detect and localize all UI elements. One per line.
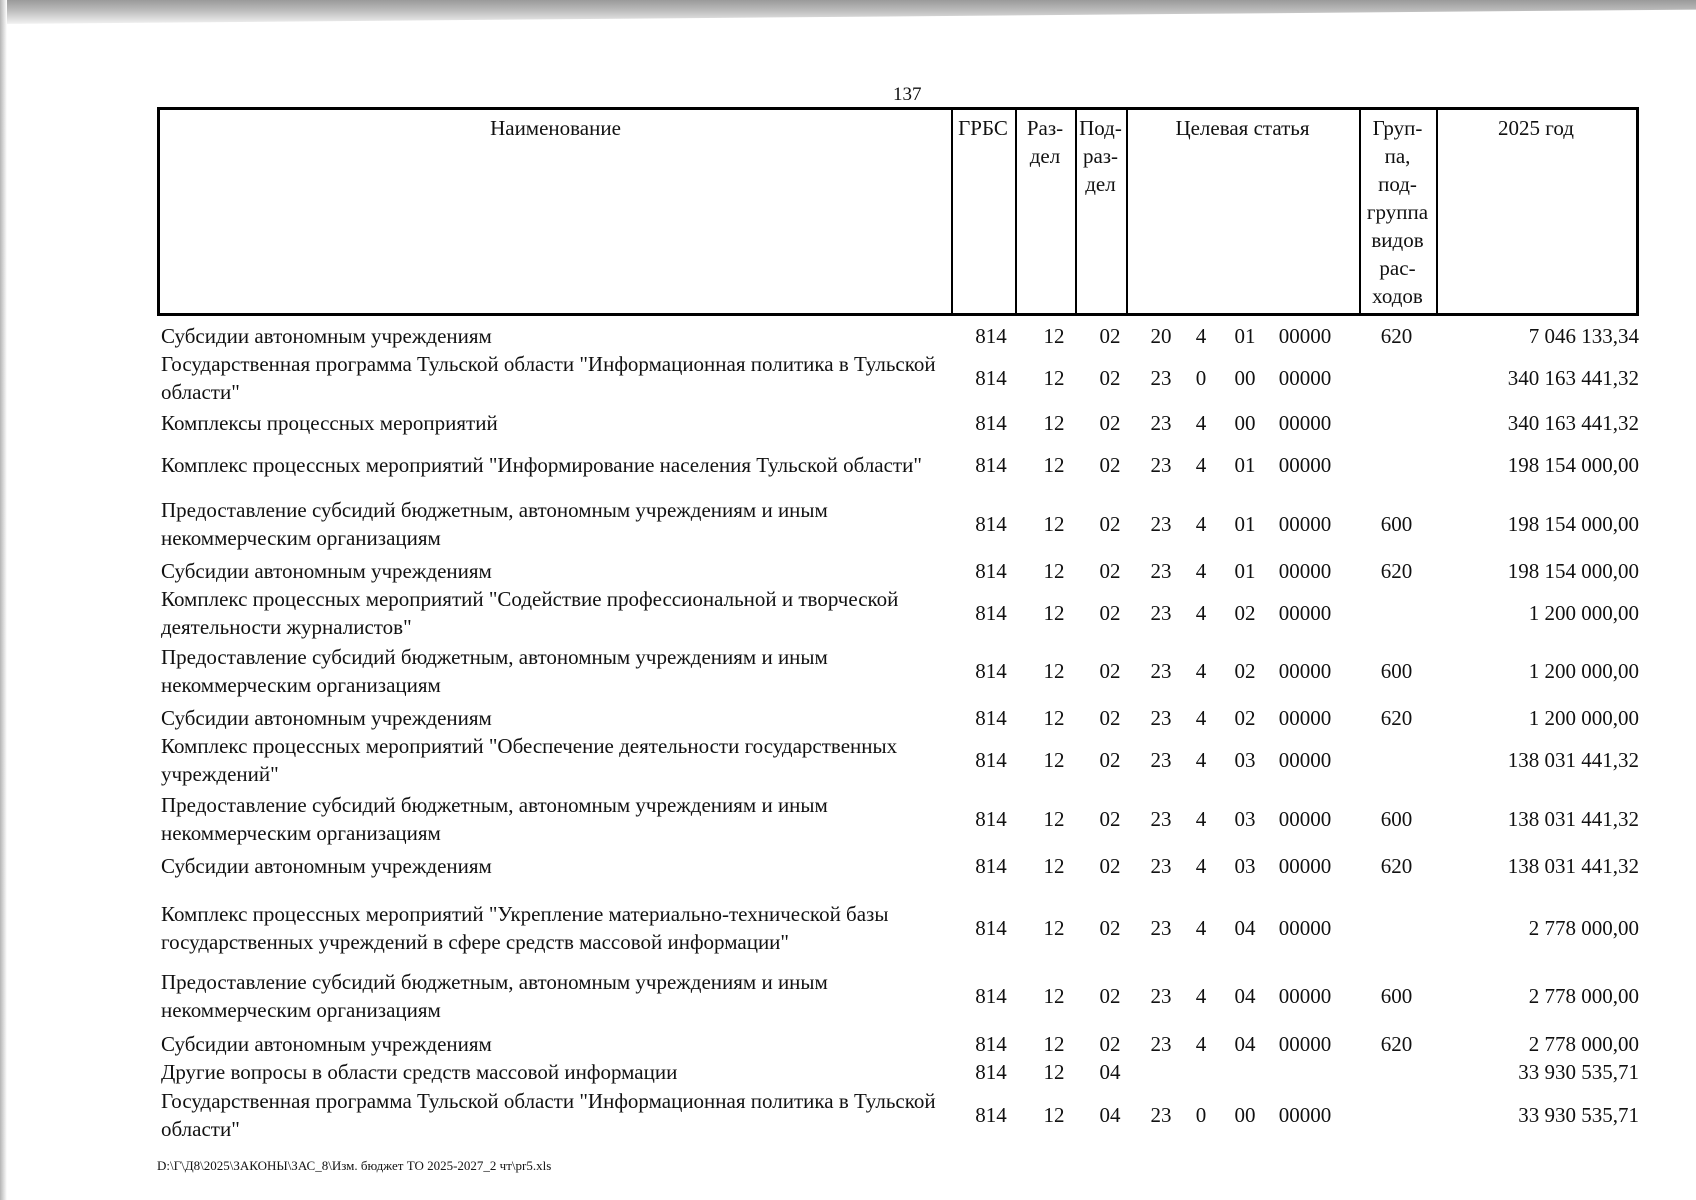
row-t2: 4 (1195, 411, 1207, 435)
row-t1: 20 (1150, 324, 1172, 348)
row-amount: 198 154 000,00 (1507, 453, 1639, 477)
row-t4: 00000 (1278, 706, 1332, 730)
row-rz: 12 (1043, 512, 1065, 536)
row-t2: 4 (1195, 324, 1207, 348)
row-grbs: 814 (975, 1032, 1007, 1056)
row-pr: 02 (1099, 601, 1121, 625)
row-t2: 4 (1195, 1032, 1207, 1056)
row-t3: 00 (1234, 366, 1256, 390)
row-t1: 23 (1150, 748, 1172, 772)
row-amount: 33 930 535,71 (1518, 1103, 1639, 1127)
header-name: Наименование (490, 116, 621, 140)
row-t1: 23 (1150, 916, 1172, 940)
row-vr: 620 (1380, 706, 1413, 730)
row-grbs: 814 (975, 366, 1007, 390)
row-amount: 1 200 000,00 (1528, 601, 1639, 625)
table-row (0, 437, 1696, 493)
row-grbs: 814 (975, 916, 1007, 940)
row-t4: 00000 (1278, 1032, 1332, 1056)
table-row (0, 496, 1696, 552)
row-pr: 02 (1099, 559, 1121, 583)
row-pr: 04 (1099, 1060, 1121, 1084)
row-vr: 600 (1380, 512, 1413, 536)
row-t4: 00000 (1278, 984, 1332, 1008)
row-t4: 00000 (1278, 1103, 1332, 1127)
row-vr: 600 (1380, 807, 1413, 831)
row-grbs: 814 (975, 706, 1007, 730)
row-pr: 02 (1099, 916, 1121, 940)
row-name: Предоставление субсидий бюджетным, автономным учреждениям и иным некоммерческим организациям (161, 970, 828, 1022)
row-grbs: 814 (975, 807, 1007, 831)
header-podrazdel: Под- раз- дел (1079, 116, 1122, 196)
row-t3: 01 (1234, 324, 1256, 348)
row-t3: 00 (1234, 411, 1256, 435)
row-t1: 23 (1150, 1032, 1172, 1056)
row-t1: 23 (1150, 984, 1172, 1008)
table-row (0, 1087, 1696, 1143)
row-amount: 2 778 000,00 (1528, 1032, 1639, 1056)
row-rz: 12 (1043, 453, 1065, 477)
table-row (0, 702, 1696, 734)
row-grbs: 814 (975, 659, 1007, 683)
row-pr: 02 (1099, 453, 1121, 477)
row-t4: 00000 (1278, 324, 1332, 348)
row-name: Субсидии автономным учреждениям (161, 1032, 492, 1056)
table-row (0, 555, 1696, 587)
row-rz: 12 (1043, 1060, 1065, 1084)
row-rz: 12 (1043, 748, 1065, 772)
row-rz: 12 (1043, 659, 1065, 683)
table-row (0, 791, 1696, 847)
row-grbs: 814 (975, 1103, 1007, 1127)
scan-shadow-top (0, 0, 1696, 24)
row-t3: 02 (1234, 659, 1256, 683)
row-vr: 600 (1380, 659, 1413, 683)
table-row (0, 350, 1696, 406)
row-grbs: 814 (975, 559, 1007, 583)
page-number: 137 (893, 84, 922, 105)
file-path: D:\Г\Д8\2025\ЗАКОНЫ\ЗАС_8\Изм. бюджет ТО 2025-2027_2 чт\pr5.xls (157, 1158, 552, 1173)
row-t2: 4 (1195, 807, 1207, 831)
table-header (157, 107, 1639, 316)
row-amount: 340 163 441,32 (1507, 411, 1639, 435)
row-pr: 04 (1099, 1103, 1121, 1127)
row-t3: 01 (1234, 559, 1256, 583)
row-t1: 23 (1150, 807, 1172, 831)
row-amount: 2 778 000,00 (1528, 984, 1639, 1008)
row-grbs: 814 (975, 984, 1007, 1008)
row-name: Предоставление субсидий бюджетным, автономным учреждениям и иным некоммерческим организациям (161, 645, 828, 697)
row-rz: 12 (1043, 1032, 1065, 1056)
row-name: Субсидии автономным учреждениям (161, 324, 492, 348)
header-target-article: Целевая статья (1175, 116, 1310, 140)
row-t1: 23 (1150, 601, 1172, 625)
row-pr: 02 (1099, 984, 1121, 1008)
row-grbs: 814 (975, 748, 1007, 772)
row-t1: 23 (1150, 706, 1172, 730)
row-rz: 12 (1043, 411, 1065, 435)
table-row (0, 1058, 1696, 1086)
row-t4: 00000 (1278, 807, 1332, 831)
row-name: Предоставление субсидий бюджетным, автономным учреждениям и иным некоммерческим организациям (161, 498, 828, 550)
row-t3: 00 (1234, 1103, 1256, 1127)
row-t1: 23 (1150, 659, 1172, 683)
row-name: Комплекс процессных мероприятий "Содействие профессиональной и творческой деятельности журналистов" (161, 587, 899, 639)
table-row (0, 892, 1696, 964)
table-row (0, 732, 1696, 788)
row-vr: 620 (1380, 854, 1413, 878)
row-grbs: 814 (975, 601, 1007, 625)
row-rz: 12 (1043, 601, 1065, 625)
row-t1: 23 (1150, 559, 1172, 583)
row-t3: 04 (1234, 1032, 1256, 1056)
row-t1: 23 (1150, 453, 1172, 477)
row-pr: 02 (1099, 411, 1121, 435)
row-t3: 03 (1234, 807, 1256, 831)
table-row (0, 968, 1696, 1024)
row-t4: 00000 (1278, 366, 1332, 390)
row-t3: 03 (1234, 854, 1256, 878)
row-t3: 02 (1234, 601, 1256, 625)
row-pr: 02 (1099, 854, 1121, 878)
row-amount: 198 154 000,00 (1507, 559, 1639, 583)
row-amount: 1 200 000,00 (1528, 706, 1639, 730)
row-name: Субсидии автономным учреждениям (161, 706, 492, 730)
row-t3: 01 (1234, 512, 1256, 536)
row-t2: 4 (1195, 706, 1207, 730)
row-grbs: 814 (975, 411, 1007, 435)
row-vr: 620 (1380, 1032, 1413, 1056)
row-amount: 198 154 000,00 (1507, 512, 1639, 536)
row-name: Другие вопросы в области средств массовой информации (161, 1060, 678, 1084)
row-t3: 04 (1234, 916, 1256, 940)
row-t2: 4 (1195, 659, 1207, 683)
row-t3: 04 (1234, 984, 1256, 1008)
row-name: Комплекс процессных мероприятий "Укрепление материально-технической базы государственных учреждений в сфере средств массовой информации" (161, 902, 889, 954)
row-t4: 00000 (1278, 512, 1332, 536)
row-pr: 02 (1099, 1032, 1121, 1056)
table-row (0, 407, 1696, 439)
row-rz: 12 (1043, 559, 1065, 583)
row-t1: 23 (1150, 854, 1172, 878)
row-t4: 00000 (1278, 453, 1332, 477)
row-t1: 23 (1150, 1103, 1172, 1127)
table-row (0, 320, 1696, 352)
row-t2: 0 (1195, 1103, 1207, 1127)
row-amount: 2 778 000,00 (1528, 916, 1639, 940)
row-t4: 00000 (1278, 916, 1332, 940)
row-name: Государственная программа Тульской области "Информационная политика в Тульской области" (161, 1089, 936, 1141)
row-grbs: 814 (975, 324, 1007, 348)
row-t4: 00000 (1278, 411, 1332, 435)
row-rz: 12 (1043, 807, 1065, 831)
row-pr: 02 (1099, 807, 1121, 831)
row-t2: 4 (1195, 601, 1207, 625)
row-name: Государственная программа Тульской области "Информационная политика в Тульской области" (161, 352, 936, 404)
row-amount: 7 046 133,34 (1528, 324, 1639, 348)
table-row (0, 643, 1696, 699)
row-grbs: 814 (975, 512, 1007, 536)
row-vr: 600 (1380, 984, 1413, 1008)
row-rz: 12 (1043, 324, 1065, 348)
row-t4: 00000 (1278, 601, 1332, 625)
row-t2: 4 (1195, 916, 1207, 940)
row-rz: 12 (1043, 366, 1065, 390)
row-t2: 4 (1195, 854, 1207, 878)
row-pr: 02 (1099, 706, 1121, 730)
row-grbs: 814 (975, 453, 1007, 477)
row-pr: 02 (1099, 324, 1121, 348)
row-name: Комплекс процессных мероприятий "Информирование населения Тульской области" (161, 453, 922, 477)
row-t2: 4 (1195, 512, 1207, 536)
row-amount: 138 031 441,32 (1507, 807, 1639, 831)
header-year: 2025 год (1498, 116, 1574, 140)
row-amount: 1 200 000,00 (1528, 659, 1639, 683)
row-name: Комплекс процессных мероприятий "Обеспечение деятельности государственных учреждений" (161, 734, 898, 786)
row-t4: 00000 (1278, 854, 1332, 878)
row-t2: 4 (1195, 453, 1207, 477)
row-grbs: 814 (975, 1060, 1007, 1084)
row-t1: 23 (1150, 411, 1172, 435)
row-t2: 4 (1195, 748, 1207, 772)
row-t1: 23 (1150, 512, 1172, 536)
row-pr: 02 (1099, 512, 1121, 536)
row-t3: 03 (1234, 748, 1256, 772)
row-t4: 00000 (1278, 559, 1332, 583)
row-t3: 01 (1234, 453, 1256, 477)
row-amount: 340 163 441,32 (1507, 366, 1639, 390)
row-t4: 00000 (1278, 659, 1332, 683)
header-razdel: Раз- дел (1026, 116, 1064, 168)
table-row (0, 585, 1696, 641)
row-name: Комплексы процессных мероприятий (161, 411, 498, 435)
row-amount: 138 031 441,32 (1507, 748, 1639, 772)
row-name: Субсидии автономным учреждениям (161, 559, 492, 583)
row-amount: 138 031 441,32 (1507, 854, 1639, 878)
row-rz: 12 (1043, 984, 1065, 1008)
row-rz: 12 (1043, 1103, 1065, 1127)
header-expense-group: Груп- па, под- группа видов рас- ходов (1366, 116, 1429, 308)
row-pr: 02 (1099, 659, 1121, 683)
row-pr: 02 (1099, 366, 1121, 390)
row-pr: 02 (1099, 748, 1121, 772)
row-t3: 02 (1234, 706, 1256, 730)
header-grbs: ГРБС (958, 116, 1008, 140)
row-t2: 4 (1195, 559, 1207, 583)
row-rz: 12 (1043, 706, 1065, 730)
row-t4: 00000 (1278, 748, 1332, 772)
row-rz: 12 (1043, 854, 1065, 878)
row-t2: 0 (1195, 366, 1207, 390)
row-vr: 620 (1380, 324, 1413, 348)
row-t1: 23 (1150, 366, 1172, 390)
row-name: Субсидии автономным учреждениям (161, 854, 492, 878)
row-grbs: 814 (975, 854, 1007, 878)
table-row (0, 850, 1696, 882)
row-name: Предоставление субсидий бюджетным, автономным учреждениям и иным некоммерческим организациям (161, 793, 828, 845)
row-amount: 33 930 535,71 (1518, 1060, 1639, 1084)
row-rz: 12 (1043, 916, 1065, 940)
table-row (0, 1028, 1696, 1060)
row-t2: 4 (1195, 984, 1207, 1008)
row-vr: 620 (1380, 559, 1413, 583)
